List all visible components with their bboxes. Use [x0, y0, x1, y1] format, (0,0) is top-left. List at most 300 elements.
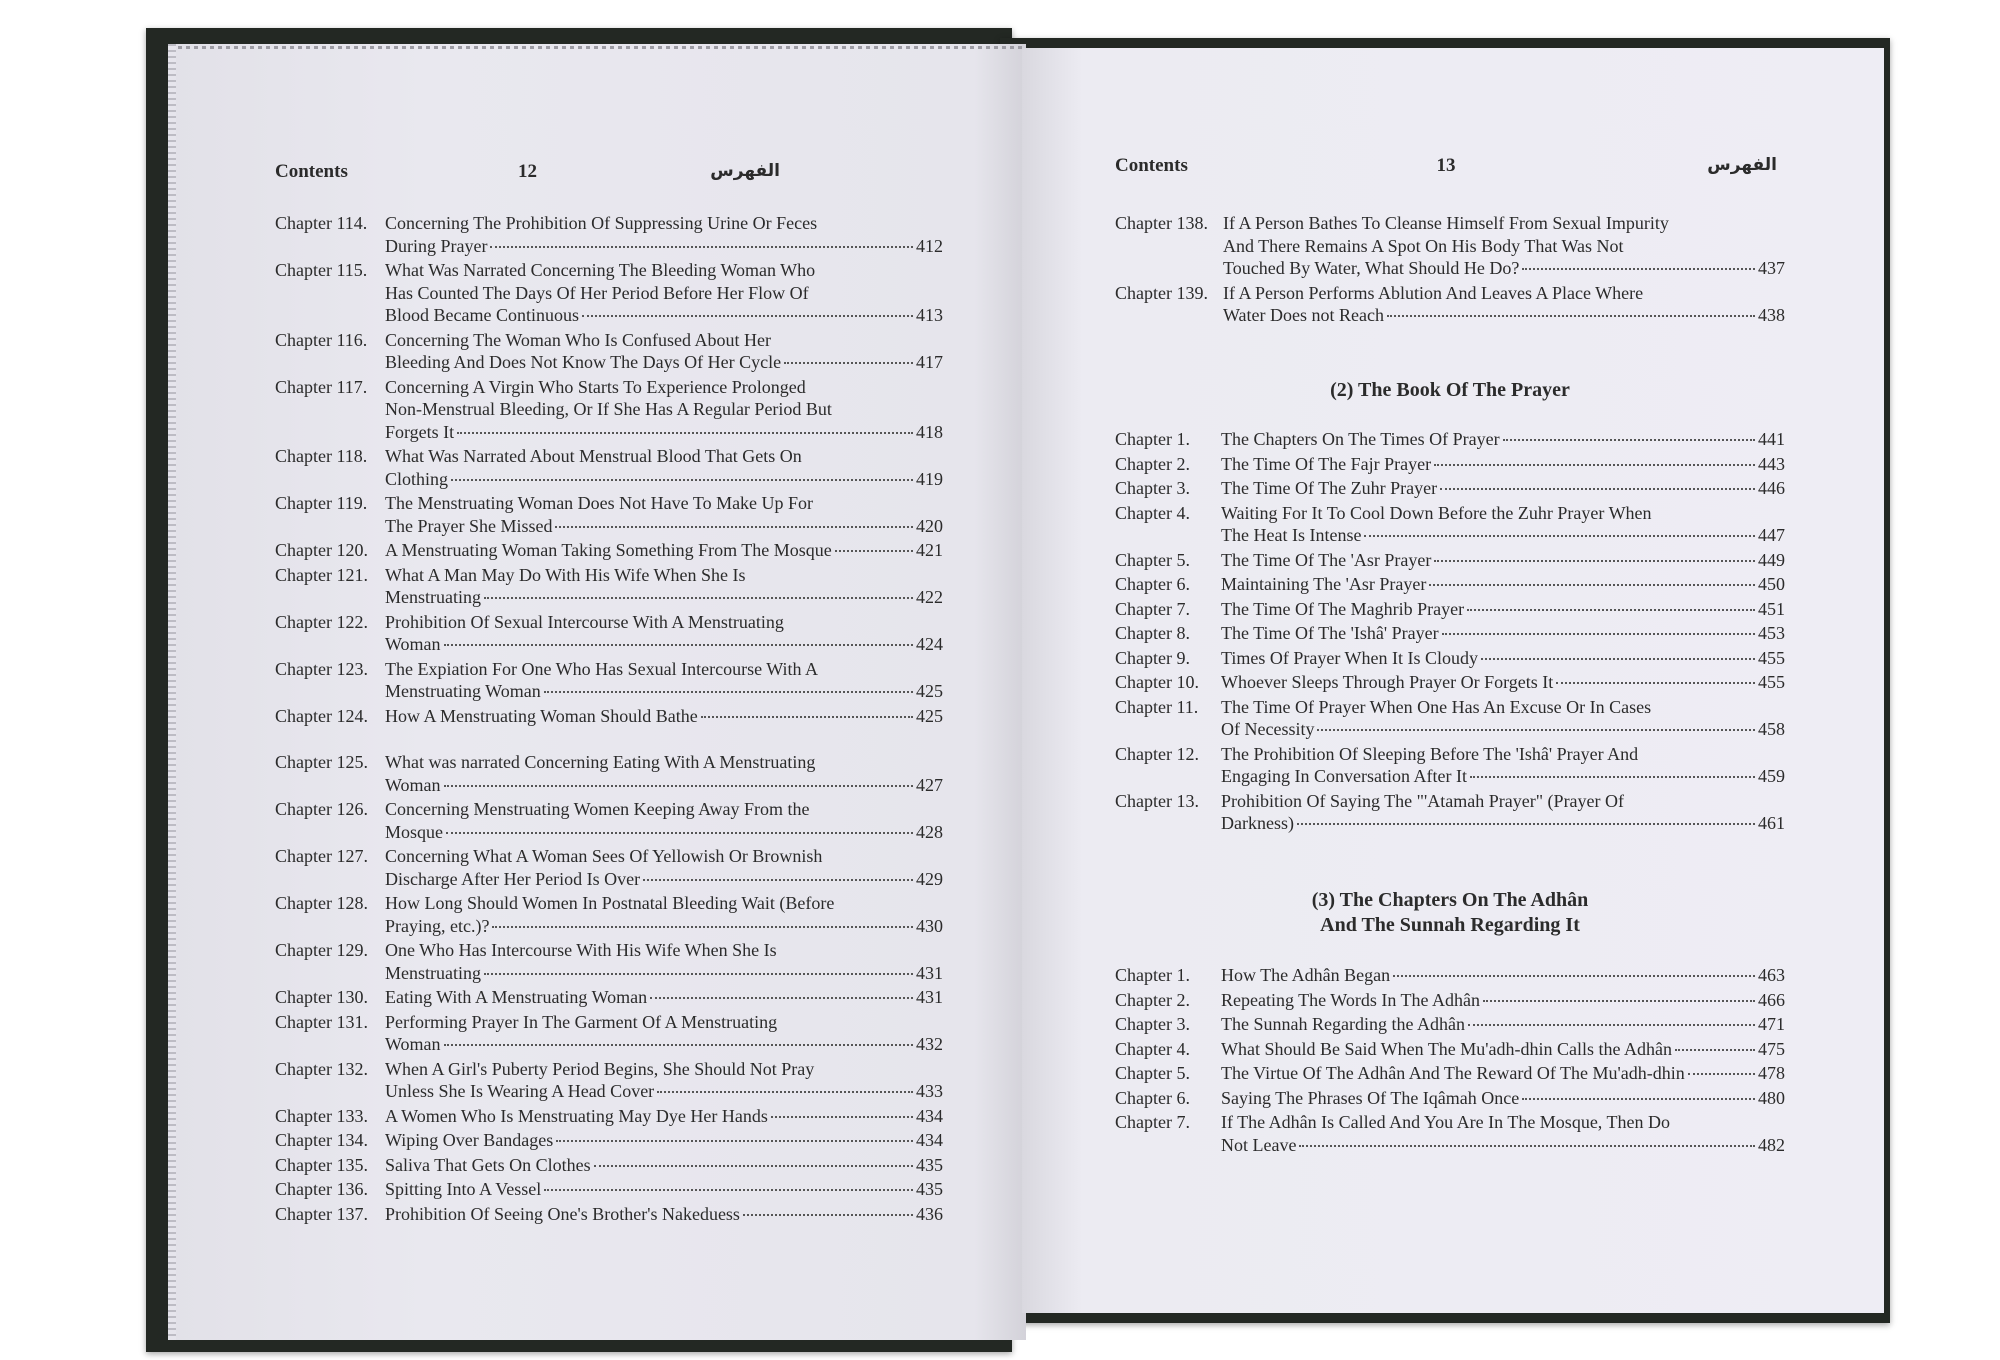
chapter-title	[385, 329, 943, 374]
chapter-title	[385, 1129, 943, 1152]
leader-dots	[1299, 1145, 1755, 1147]
toc-entry	[1115, 989, 1785, 1012]
chapter-number: Chapter 135.	[275, 1154, 368, 1175]
chapter-title-line: The Expiation For One Who Has Sexual Intercourse With A	[385, 658, 819, 679]
leader-dots	[555, 526, 913, 528]
chapter-title	[385, 1178, 943, 1201]
toc-entry	[1115, 212, 1785, 280]
chapter-page-number: 450	[1758, 574, 1785, 594]
chapter-title	[1221, 428, 1785, 451]
chapter-title-line: The Prohibition Of Sleeping Before The 'Ishâ' Prayer And	[1221, 743, 1639, 764]
leader-dots	[784, 362, 913, 364]
toc-entry	[275, 1011, 943, 1056]
chapter-title-line: Forgets It	[385, 421, 455, 442]
chapter-page-number: 451	[1758, 598, 1785, 619]
toc-entry	[275, 1154, 943, 1177]
chapter-title-line: Eating With A Menstruating Woman	[385, 987, 648, 1007]
toc-entry	[1115, 1013, 1785, 1036]
chapter-page-number: 417	[916, 352, 943, 372]
toc-entry	[275, 329, 943, 374]
chapter-page-number: 461	[1758, 813, 1785, 833]
chapter-title	[385, 259, 943, 327]
chapter-title	[1221, 622, 1785, 645]
toc-entry	[275, 798, 943, 843]
chapter-title-line: Prohibition Of Sexual Intercourse With A Menstruating	[385, 611, 784, 632]
right-page	[1022, 48, 1884, 1313]
chapter-title-line: Concerning What A Woman Sees Of Yellowish Or Brownish	[385, 846, 823, 866]
toc-entry	[1115, 1087, 1785, 1110]
toc-entry	[1115, 282, 1785, 327]
chapter-number: Chapter 121.	[275, 564, 368, 585]
leader-dots	[1429, 584, 1755, 586]
chapter-number: Chapter 3.	[1115, 1014, 1190, 1034]
toc-entry	[275, 1203, 943, 1226]
chapter-number: Chapter 130.	[275, 987, 368, 1007]
chapter-title	[1221, 647, 1785, 670]
chapter-number: Chapter 6.	[1115, 1087, 1190, 1108]
chapter-page-number: 449	[1758, 549, 1785, 570]
toc-entry	[1115, 622, 1785, 645]
chapter-title-line: When A Girl's Puberty Period Begins, She Should Not Pray	[385, 1058, 815, 1079]
chapter-page-number: 419	[916, 468, 943, 489]
leader-dots	[492, 926, 913, 928]
chapter-title-line: What Was Narrated About Menstrual Blood That Gets On	[385, 446, 802, 466]
chapter-number: Chapter 126.	[275, 799, 368, 819]
chapter-title-line: Saliva That Gets On Clothes	[385, 1154, 591, 1175]
chapter-number: Chapter 13.	[1115, 790, 1199, 811]
leader-dots	[1688, 1073, 1755, 1075]
chapter-page-number: 427	[916, 774, 943, 795]
chapter-title	[385, 892, 943, 937]
chapter-title-line: If A Person Bathes To Cleanse Himself From Sexual Impurity	[1223, 213, 1669, 233]
leader-dots	[1675, 1049, 1755, 1051]
chapter-page-number: 447	[1758, 525, 1785, 545]
chapter-page-number: 453	[1758, 623, 1785, 643]
chapter-title-line: Menstruating	[385, 962, 481, 983]
chapter-number: Chapter 9.	[1115, 647, 1190, 668]
chapter-page-number: 429	[916, 868, 943, 889]
chapter-title	[1221, 453, 1785, 476]
toc-entry	[275, 1129, 943, 1152]
chapter-title-line: The Menstruating Woman Does Not Have To Make Up For	[385, 493, 814, 513]
chapter-number: Chapter 5.	[1115, 1063, 1190, 1083]
leader-dots	[1393, 975, 1755, 977]
chapter-title	[385, 212, 943, 257]
chapter-title	[385, 705, 943, 728]
toc-entry	[275, 1058, 943, 1103]
toc-entry	[275, 611, 943, 656]
leader-dots	[1442, 633, 1755, 635]
chapter-title-line: The Heat Is Intense	[1221, 525, 1362, 545]
chapter-page-number: 455	[1758, 672, 1785, 692]
toc-entry	[1115, 549, 1785, 572]
chapter-page-number: 438	[1758, 305, 1785, 325]
page-header	[1115, 155, 1777, 185]
chapter-title	[1221, 573, 1785, 596]
chapter-number: Chapter 1.	[1115, 965, 1190, 985]
chapter-title	[385, 564, 943, 609]
chapter-title-line: Wiping Over Bandages	[385, 1130, 554, 1150]
chapter-number: Chapter 129.	[275, 940, 368, 960]
chapter-page-number: 420	[916, 515, 943, 536]
toc-entry	[275, 212, 943, 257]
section-title	[1115, 378, 1785, 403]
leader-dots	[643, 879, 913, 881]
leader-dots	[1297, 823, 1755, 825]
chapter-title-line: A Women Who Is Menstruating May Dye Her Hands	[385, 1105, 768, 1126]
chapter-title-line: The Time Of The Zuhr Prayer	[1221, 478, 1438, 498]
toc-entry	[1115, 1111, 1785, 1156]
chapter-title-line: How The Adhân Began	[1221, 965, 1391, 985]
chapter-page-number: 463	[1758, 965, 1785, 985]
section-title-text: (2) The Book Of The Prayer	[1330, 379, 1570, 401]
chapter-number: Chapter 132.	[275, 1058, 368, 1079]
chapter-page-number: 432	[916, 1034, 943, 1054]
chapter-number: Chapter 139.	[1115, 282, 1208, 303]
chapter-page-number: 480	[1758, 1087, 1785, 1108]
page-number: 13	[1436, 155, 1456, 176]
chapter-title-line: The Virtue Of The Adhân And The Reward Of The Mu'adh-dhin	[1221, 1063, 1685, 1083]
leader-dots	[657, 1091, 913, 1093]
chapter-title-line: Touched By Water, What Should He Do?	[1223, 258, 1520, 278]
chapter-number: Chapter 2.	[1115, 453, 1190, 474]
toc-list	[1115, 964, 1785, 1158]
page-number: 12	[518, 161, 537, 182]
section-title-line: And The Sunnah Regarding It	[1320, 914, 1580, 936]
chapter-title	[385, 445, 943, 490]
chapter-number: Chapter 10.	[1115, 672, 1199, 692]
chapter-title-line: Engaging In Conversation After It	[1221, 766, 1467, 786]
chapter-title	[1223, 282, 1785, 327]
chapter-title-line: Menstruating	[385, 587, 481, 607]
chapter-title	[385, 376, 943, 444]
chapter-title-line: Not Leave	[1221, 1134, 1297, 1155]
chapter-number: Chapter 4.	[1115, 502, 1190, 523]
chapter-title-line: Blood Became Continuous	[385, 305, 579, 325]
chapter-number: Chapter 5.	[1115, 549, 1190, 570]
chapter-title	[1221, 1013, 1785, 1036]
chapter-number: Chapter 119.	[275, 493, 368, 513]
leader-dots	[444, 785, 913, 787]
chapter-title	[385, 1154, 943, 1177]
chapter-page-number: 431	[916, 987, 943, 1007]
chapter-title-line: Saying The Phrases Of The Iqâmah Once	[1221, 1087, 1520, 1108]
chapter-title	[385, 751, 943, 796]
chapter-title	[385, 492, 943, 537]
leader-dots	[1556, 682, 1755, 684]
chapter-title	[385, 986, 943, 1009]
chapter-page-number: 430	[916, 915, 943, 936]
toc-entry	[275, 892, 943, 937]
chapter-title-line: A Menstruating Woman Taking Something From The Mosque	[385, 540, 832, 560]
toc-entry	[275, 751, 943, 796]
chapter-number: Chapter 8.	[1115, 623, 1190, 643]
chapter-title-line: How A Menstruating Woman Should Bathe	[385, 705, 698, 726]
toc-entry	[1115, 671, 1785, 694]
leader-dots	[701, 716, 913, 718]
chapter-title-line: Clothing	[385, 468, 449, 489]
chapter-title-line: Prohibition Of Saying The "'Atamah Prayer" (Prayer Of	[1221, 790, 1625, 811]
toc-entry	[1115, 598, 1785, 621]
chapter-title-line: One Who Has Intercourse With His Wife When She Is	[385, 940, 777, 960]
leader-dots	[544, 691, 913, 693]
leader-dots	[650, 997, 913, 999]
chapter-title-line: Waiting For It To Cool Down Before the Zuhr Prayer When	[1221, 502, 1652, 523]
chapter-title-line: Of Necessity	[1221, 719, 1315, 739]
chapter-number: Chapter 118.	[275, 446, 368, 466]
section-title-line: (3) The Chapters On The Adhân	[1311, 889, 1589, 911]
chapter-title-line: How Long Should Women In Postnatal Bleeding Wait (Before	[385, 893, 835, 913]
leader-dots	[1317, 729, 1755, 731]
chapter-number: Chapter 122.	[275, 611, 368, 632]
chapter-title-line: Praying, etc.)?	[385, 915, 490, 936]
chapter-page-number: 418	[916, 421, 943, 442]
toc-entry	[1115, 428, 1785, 451]
chapter-page-number: 437	[1758, 258, 1785, 278]
chapter-title	[1221, 598, 1785, 621]
toc-entry	[275, 1178, 943, 1201]
chapter-title-line: The Sunnah Regarding the Adhân	[1221, 1014, 1465, 1034]
chapter-title-line: Spitting Into A Vessel	[385, 1179, 542, 1199]
leader-dots	[556, 1140, 913, 1142]
chapter-title	[385, 1011, 943, 1056]
toc-entry	[275, 564, 943, 609]
chapter-title-line: Has Counted The Days Of Her Period Before Her Flow Of	[385, 282, 809, 303]
chapter-number: Chapter 123.	[275, 658, 368, 679]
chapter-number: Chapter 133.	[275, 1105, 368, 1126]
toc-entry	[1115, 964, 1785, 987]
leader-dots	[743, 1214, 913, 1216]
chapter-title	[1221, 964, 1785, 987]
chapter-number: Chapter 137.	[275, 1203, 368, 1224]
chapter-title-line: What Should Be Said When The Mu'adh-dhin Calls the Adhân	[1221, 1038, 1673, 1059]
chapter-title	[385, 939, 943, 984]
chapter-page-number: 422	[916, 587, 943, 607]
toc-entry	[275, 259, 943, 327]
chapter-number: Chapter 12.	[1115, 743, 1199, 764]
chapter-page-number: 436	[916, 1203, 943, 1224]
header-title: Contents	[1115, 155, 1188, 176]
chapter-title	[1221, 1038, 1785, 1061]
toc-entry	[1115, 502, 1785, 547]
chapter-title-line: What Was Narrated Concerning The Bleeding Woman Who	[385, 260, 816, 280]
chapter-title-line: Concerning A Virgin Who Starts To Experience Prolonged	[385, 376, 806, 397]
chapter-title-line: Menstruating Woman	[385, 681, 541, 701]
leader-dots	[1481, 658, 1755, 660]
leader-dots	[490, 246, 913, 248]
chapter-title	[385, 1105, 943, 1128]
leader-dots	[594, 1165, 913, 1167]
leader-dots	[457, 432, 913, 434]
page-header	[275, 161, 780, 191]
chapter-page-number: 425	[916, 681, 943, 701]
chapter-page-number: 466	[1758, 989, 1785, 1010]
chapter-title	[385, 1058, 943, 1103]
chapter-title-line: Woman	[385, 774, 441, 795]
toc-entry	[275, 658, 943, 703]
chapter-page-number: 482	[1758, 1134, 1785, 1155]
chapter-number: Chapter 127.	[275, 846, 368, 866]
header-arabic-title: الفهرس	[710, 161, 780, 181]
chapter-number: Chapter 11.	[1115, 696, 1199, 717]
chapter-title-line: Whoever Sleeps Through Prayer Or Forgets It	[1221, 672, 1554, 692]
chapter-title	[1221, 671, 1785, 694]
leader-dots	[1470, 776, 1755, 778]
chapter-title-line: During Prayer	[385, 235, 488, 256]
chapter-number: Chapter 117.	[275, 376, 368, 397]
toc-list	[275, 212, 943, 1227]
chapter-number: Chapter 124.	[275, 705, 368, 726]
chapter-title-line: And There Remains A Spot On His Body That Was Not	[1223, 235, 1624, 256]
toc-entry	[275, 539, 943, 562]
chapter-title-line: Darkness)	[1221, 813, 1294, 833]
leader-dots	[1440, 488, 1755, 490]
chapter-number: Chapter 136.	[275, 1179, 368, 1199]
chapter-page-number: 428	[916, 821, 943, 842]
chapter-title-line: Woman	[385, 634, 441, 654]
chapter-title-line: Repeating The Words In The Adhân	[1221, 989, 1481, 1010]
header-arabic-title: الفهرس	[1707, 155, 1777, 175]
chapter-title	[1223, 212, 1785, 280]
chapter-title-line: The Time Of The Maghrib Prayer	[1221, 598, 1465, 619]
toc-entry	[275, 445, 943, 490]
chapter-title-line: What was narrated Concerning Eating With A Menstruating	[385, 752, 816, 772]
toc-entry	[1115, 1062, 1785, 1085]
chapter-title-line: The Prayer She Missed	[385, 515, 553, 536]
chapter-title-line: The Time Of Prayer When One Has An Excuse Or In Cases	[1221, 696, 1652, 717]
chapter-title	[385, 798, 943, 843]
chapter-title-line: If A Person Performs Ablution And Leaves A Place Where	[1223, 282, 1644, 303]
toc-entry	[1115, 477, 1785, 500]
section-title	[1115, 888, 1785, 938]
chapter-title-line: Unless She Is Wearing A Head Cover	[385, 1081, 655, 1101]
toc-entry	[1115, 573, 1785, 596]
chapter-page-number: 431	[916, 962, 943, 983]
chapter-title-line: What A Man May Do With His Wife When She Is	[385, 564, 746, 585]
chapter-title-line: Discharge After Her Period Is Over	[385, 868, 641, 889]
leader-dots	[484, 973, 913, 975]
chapter-page-number: 446	[1758, 478, 1785, 498]
toc-list	[1115, 428, 1785, 837]
leader-dots	[1434, 464, 1755, 466]
leader-dots	[1364, 535, 1755, 537]
chapter-title-line: Mosque	[385, 821, 443, 842]
chapter-number: Chapter 4.	[1115, 1038, 1190, 1059]
chapter-page-number: 459	[1758, 766, 1785, 786]
chapter-title-line: Maintaining The 'Asr Prayer	[1221, 574, 1427, 594]
chapter-title-line: Concerning The Woman Who Is Confused About Her	[385, 329, 771, 350]
chapter-title	[1221, 549, 1785, 572]
toc-entry	[275, 492, 943, 537]
chapter-title-line: Concerning The Prohibition Of Suppressing Urine Or Feces	[385, 213, 818, 233]
chapter-number: Chapter 6.	[1115, 574, 1190, 594]
chapter-title	[385, 611, 943, 656]
chapter-number: Chapter 7.	[1115, 1112, 1190, 1132]
chapter-page-number: 413	[916, 305, 943, 325]
chapter-page-number: 441	[1758, 429, 1785, 449]
chapter-number: Chapter 1.	[1115, 429, 1190, 449]
toc-entry	[1115, 743, 1785, 788]
chapter-title-line: Prohibition Of Seeing One's Brother's Nakeduess	[385, 1203, 740, 1224]
chapter-title	[1221, 477, 1785, 500]
chapter-number: Chapter 3.	[1115, 478, 1190, 498]
toc-entry	[1115, 696, 1785, 741]
chapter-title-line: The Time Of The Fajr Prayer	[1221, 453, 1432, 474]
chapter-number: Chapter 138.	[1115, 213, 1208, 233]
toc-entry	[275, 1105, 943, 1128]
leader-dots	[446, 832, 913, 834]
leader-dots	[1503, 439, 1755, 441]
toc-entry	[275, 376, 943, 444]
chapter-page-number: 478	[1758, 1063, 1785, 1083]
chapter-title-line: Water Does not Reach	[1223, 305, 1384, 325]
toc-entry	[275, 845, 943, 890]
leader-dots	[1522, 1098, 1755, 1100]
chapter-title-line: Times Of Prayer When It Is Cloudy	[1221, 647, 1478, 668]
chapter-number: Chapter 116.	[275, 329, 368, 350]
leader-dots	[1483, 1000, 1755, 1002]
chapter-title	[385, 845, 943, 890]
chapter-title-line: Performing Prayer In The Garment Of A Menstruating	[385, 1011, 778, 1032]
chapter-title	[1221, 1062, 1785, 1085]
toc-entry	[275, 986, 943, 1009]
chapter-number: Chapter 134.	[275, 1130, 368, 1150]
leader-dots	[1522, 268, 1755, 270]
chapter-page-number: 443	[1758, 453, 1785, 474]
chapter-page-number: 435	[916, 1179, 943, 1199]
chapter-title-line: Woman	[385, 1034, 441, 1054]
left-page	[168, 44, 1026, 1340]
chapter-title	[385, 1203, 943, 1226]
chapter-page-number: 471	[1758, 1014, 1785, 1034]
chapter-title-line: The Time Of The 'Ishâ' Prayer	[1221, 623, 1439, 643]
chapter-title-line: Non-Menstrual Bleeding, Or If She Has A Regular Period But	[385, 399, 832, 419]
chapter-number: Chapter 125.	[275, 752, 368, 772]
chapter-number: Chapter 114.	[275, 213, 368, 233]
chapter-title-line: Bleeding And Does Not Know The Days Of Her Cycle	[385, 352, 782, 372]
leader-dots	[484, 597, 913, 599]
header-title: Contents	[275, 161, 348, 182]
leader-dots	[1468, 1024, 1755, 1026]
chapter-title-line: The Time Of The 'Asr Prayer	[1221, 549, 1432, 570]
leader-dots	[1467, 609, 1755, 611]
chapter-page-number: 434	[916, 1130, 943, 1150]
leader-dots	[444, 1044, 913, 1046]
chapter-title	[1221, 502, 1785, 547]
toc-list	[1115, 212, 1785, 329]
chapter-page-number: 433	[916, 1081, 943, 1101]
chapter-number: Chapter 131.	[275, 1011, 368, 1032]
toc-entry	[1115, 1038, 1785, 1061]
chapter-title	[1221, 989, 1785, 1012]
chapter-number: Chapter 115.	[275, 260, 368, 280]
chapter-title-line: The Chapters On The Times Of Prayer	[1221, 429, 1500, 449]
chapter-page-number: 421	[916, 540, 943, 560]
chapter-title	[385, 539, 943, 562]
toc-entry	[275, 939, 943, 984]
chapter-title	[1221, 1087, 1785, 1110]
chapter-page-number: 458	[1758, 719, 1785, 739]
chapter-page-number: 435	[916, 1154, 943, 1175]
leader-dots	[1434, 560, 1755, 562]
chapter-number: Chapter 120.	[275, 540, 368, 560]
chapter-number: Chapter 7.	[1115, 598, 1190, 619]
toc-entry	[275, 705, 943, 728]
chapter-title	[1221, 743, 1785, 788]
chapter-page-number: 425	[916, 705, 943, 726]
toc-entry	[1115, 453, 1785, 476]
chapter-number: Chapter 2.	[1115, 989, 1190, 1010]
